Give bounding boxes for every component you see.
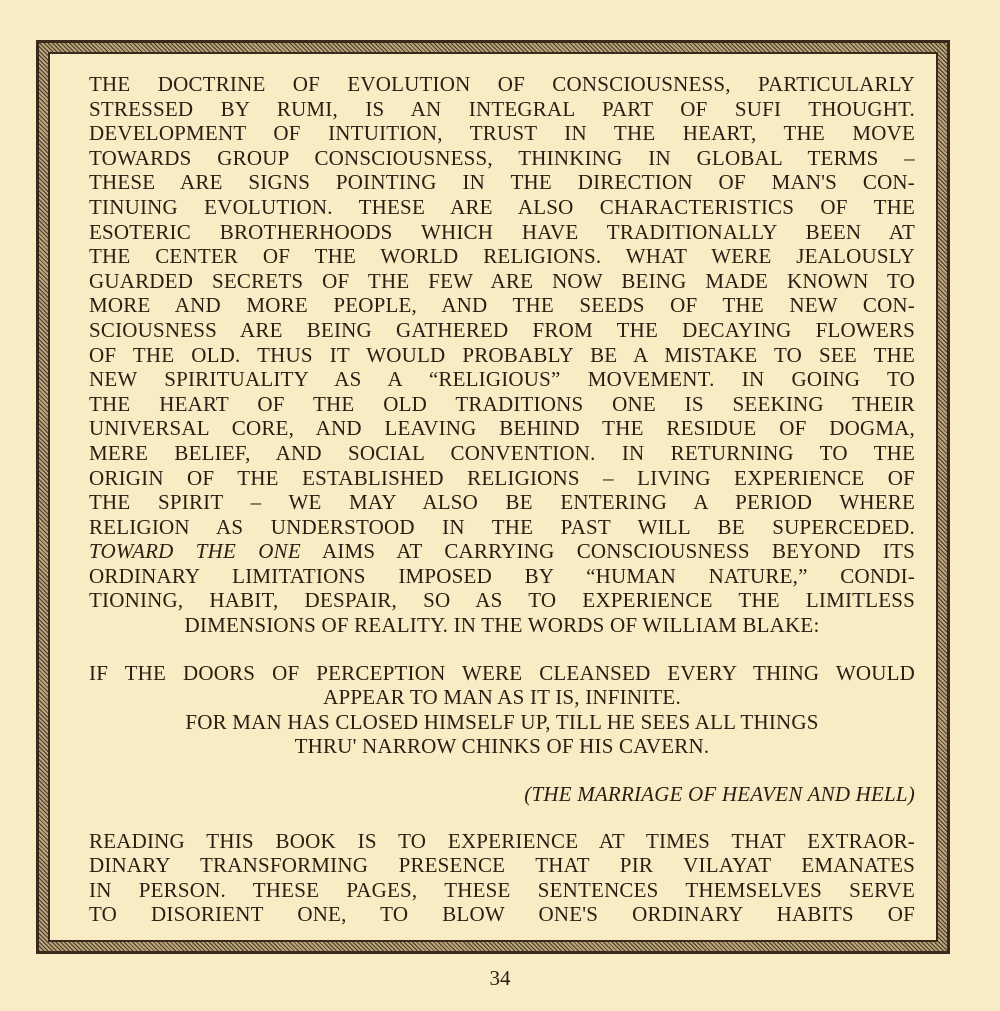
text-line-rest: AIMS AT CARRYING CONSCIOUSNESS BEYOND ITS [300, 539, 915, 564]
body-text [89, 72, 915, 927]
quote-line: IF THE DOORS OF PERCEPTION WERE CLEANSED EVERY THING WOULD [89, 660, 915, 685]
text-line: THE DOCTRINE OF EVOLUTION OF CONSCIOUSNESS, PARTICULARLY [89, 72, 915, 96]
text-line: TOWARDS GROUP CONSCIOUSNESS, THINKING IN GLOBAL TERMS – [89, 145, 915, 170]
text-line: THE CENTER OF THE WORLD RELIGIONS. WHAT WERE JEALOUSLY [89, 244, 915, 269]
page-panel [48, 52, 938, 942]
quote-line: THRU' NARROW CHINKS OF HIS CAVERN. [294, 734, 710, 759]
quote-line: FOR MAN HAS CLOSED HIMSELF UP, TILL HE SEES ALL THINGS [185, 709, 819, 734]
text-line: GUARDED SECRETS OF THE FEW ARE NOW BEING MADE KNOWN TO [89, 268, 915, 293]
text-line: ORIGIN OF THE ESTABLISHED RELIGIONS – LIVING EXPERIENCE OF [89, 465, 915, 490]
text-line-last: DIMENSIONS OF REALITY. IN THE WORDS OF WILLIAM BLAKE: [184, 613, 820, 638]
text-line: THESE ARE SIGNS POINTING IN THE DIRECTION OF MAN'S CON- [89, 170, 915, 195]
text-line: UNIVERSAL CORE, AND LEAVING BEHIND THE RESIDUE OF DOGMA, [89, 416, 915, 441]
text-line: THE HEART OF THE OLD TRADITIONS ONE IS SEEKING THEIR [89, 391, 915, 416]
quote-citation: (THE MARRIAGE OF HEAVEN AND HELL) [524, 782, 915, 807]
text-line: SCIOUSNESS ARE BEING GATHERED FROM THE DECAYING FLOWERS [89, 317, 915, 342]
quote-line: APPEAR TO MAN AS IT IS, INFINITE. [323, 685, 681, 710]
text-line: STRESSED BY RUMI, IS AN INTEGRAL PART OF SUFI THOUGHT. [89, 96, 915, 121]
text-line: ESOTERIC BROTHERHOODS WHICH HAVE TRADITIONALLY BEEN AT [89, 219, 915, 244]
blake-quote [89, 661, 915, 759]
text-line: NEW SPIRITUALITY AS A “RELIGIOUS” MOVEMENT. IN GOING TO [89, 367, 915, 392]
text-line: RELIGION AS UNDERSTOOD IN THE PAST WILL BE SUPERCEDED. [89, 514, 915, 539]
book-title: TOWARD THE ONE [89, 539, 301, 564]
text-line: THE SPIRIT – WE MAY ALSO BE ENTERING A PERIOD WHERE [89, 490, 915, 515]
text-line: TO DISORIENT ONE, TO BLOW ONE'S ORDINARY HABITS OF [89, 902, 915, 927]
text-line: OF THE OLD. THUS IT WOULD PROBABLY BE A MISTAKE TO SEE THE [89, 342, 915, 367]
decorative-border-frame [36, 40, 950, 954]
text-line: ORDINARY LIMITATIONS IMPOSED BY “HUMAN NATURE,” CONDI- [89, 563, 915, 588]
text-line: DINARY TRANSFORMING PRESENCE THAT PIR VILAYAT EMANATES [89, 853, 915, 878]
page-number: 34 [489, 966, 511, 990]
text-line: DEVELOPMENT OF INTUITION, TRUST IN THE HEART, THE MOVE [89, 121, 915, 146]
text-line [89, 539, 915, 564]
text-line: IN PERSON. THESE PAGES, THESE SENTENCES THEMSELVES SERVE [89, 877, 915, 902]
text-line: TIONING, HABIT, DESPAIR, SO AS TO EXPERIENCE THE LIMITLESS [89, 588, 915, 613]
text-line: MERE BELIEF, AND SOCIAL CONVENTION. IN RETURNING TO THE [89, 440, 915, 465]
text-line: READING THIS BOOK IS TO EXPERIENCE AT TIMES THAT EXTRAOR- [89, 828, 915, 853]
text-line: TINUING EVOLUTION. THESE ARE ALSO CHARACTERISTICS OF THE [89, 194, 915, 219]
text-line: MORE AND MORE PEOPLE, AND THE SEEDS OF THE NEW CON- [89, 293, 915, 318]
